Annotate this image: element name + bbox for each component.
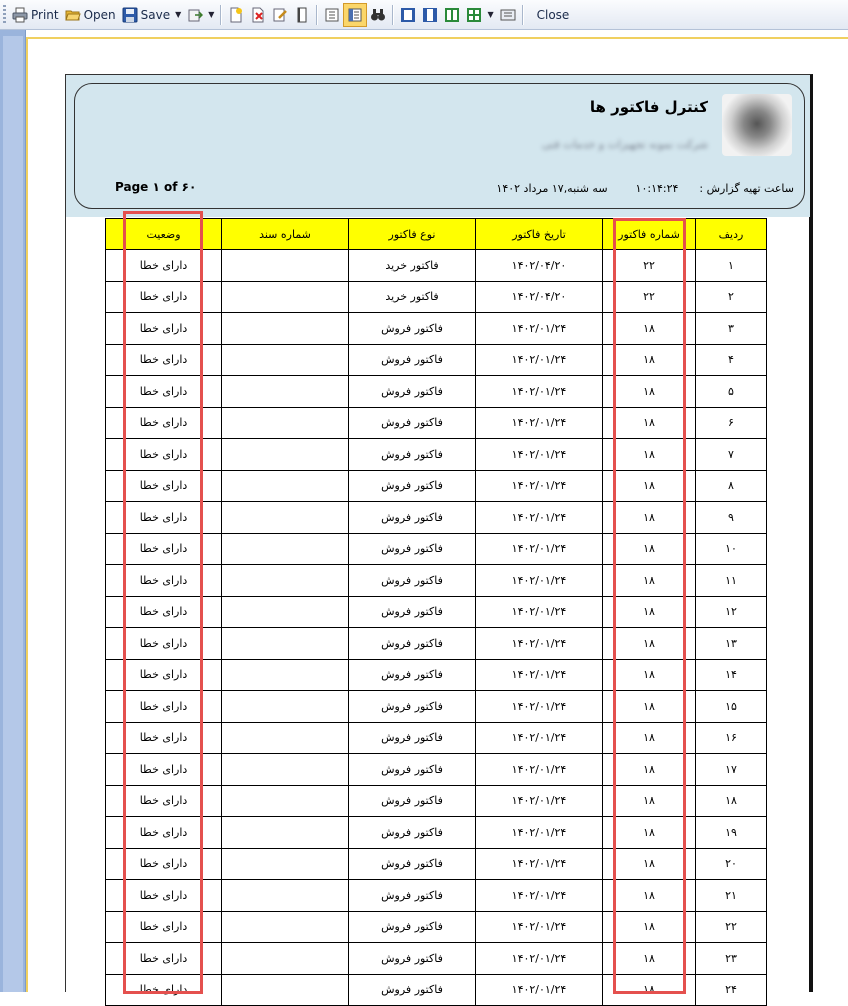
single-page-button[interactable] — [397, 4, 419, 26]
cell-status: دارای خطا — [106, 628, 222, 660]
col-header-doc-no: شماره سند — [222, 219, 349, 250]
cell-row-no: ۱۲ — [696, 596, 767, 628]
cell-invoice-no: ۱۸ — [603, 880, 696, 912]
page-frame-left — [26, 37, 28, 992]
new-page-icon — [228, 7, 244, 23]
cell-doc-no — [222, 313, 349, 345]
view-button[interactable] — [321, 4, 343, 26]
cell-status: دارای خطا — [106, 911, 222, 943]
cell-invoice-date: ۱۴۰۲/۰۴/۲۰ — [476, 250, 603, 282]
find-button[interactable] — [367, 4, 389, 26]
cell-invoice-type: فاکتور خرید — [349, 250, 476, 282]
cell-invoice-date: ۱۴۰۲/۰۱/۲۴ — [476, 943, 603, 975]
new-page-button[interactable] — [225, 4, 247, 26]
cell-row-no: ۲۳ — [696, 943, 767, 975]
view-active-button[interactable] — [343, 3, 367, 27]
edit-button[interactable] — [269, 4, 291, 26]
cell-status: دارای خطا — [106, 785, 222, 817]
cell-status: دارای خطا — [106, 848, 222, 880]
cell-row-no: ۲۰ — [696, 848, 767, 880]
floppy-disk-icon — [122, 7, 138, 23]
cell-doc-no — [222, 533, 349, 565]
cell-status: دارای خطا — [106, 376, 222, 408]
cell-invoice-no: ۱۸ — [603, 754, 696, 786]
cell-row-no: ۳ — [696, 313, 767, 345]
cell-status: دارای خطا — [106, 565, 222, 597]
cell-status: دارای خطا — [106, 313, 222, 345]
two-page-button[interactable] — [441, 4, 463, 26]
cell-invoice-date: ۱۴۰۲/۰۱/۲۴ — [476, 533, 603, 565]
delete-page-icon — [250, 7, 266, 23]
cell-doc-no — [222, 943, 349, 975]
cell-doc-no — [222, 344, 349, 376]
chevron-down-icon[interactable]: ▼ — [487, 10, 494, 19]
cell-doc-no — [222, 691, 349, 723]
toolbar-separator — [316, 5, 318, 25]
cell-invoice-type: فاکتور فروش — [349, 470, 476, 502]
open-button[interactable] — [62, 4, 119, 26]
cell-invoice-type: فاکتور خرید — [349, 281, 476, 313]
report-title: کنترل فاکتور ها — [589, 98, 708, 116]
binoculars-icon — [370, 7, 386, 23]
cell-status: دارای خطا — [106, 943, 222, 975]
cell-invoice-date: ۱۴۰۲/۰۱/۲۴ — [476, 628, 603, 660]
cell-row-no: ۶ — [696, 407, 767, 439]
cell-invoice-no: ۱۸ — [603, 817, 696, 849]
cell-invoice-no: ۱۸ — [603, 565, 696, 597]
cell-row-no: ۱۸ — [696, 785, 767, 817]
cell-status: دارای خطا — [106, 880, 222, 912]
cell-invoice-date: ۱۴۰۲/۰۱/۲۴ — [476, 407, 603, 439]
cell-doc-no — [222, 722, 349, 754]
company-logo — [722, 94, 792, 156]
cell-invoice-no: ۱۸ — [603, 691, 696, 723]
cell-invoice-no: ۱۸ — [603, 943, 696, 975]
single-page-icon — [400, 7, 416, 23]
cell-doc-no — [222, 439, 349, 471]
cell-status: دارای خطا — [106, 596, 222, 628]
cell-doc-no — [222, 250, 349, 282]
cell-invoice-type: فاکتور فروش — [349, 722, 476, 754]
cell-invoice-no: ۱۸ — [603, 848, 696, 880]
toolbar-separator — [220, 5, 222, 25]
cell-invoice-type: فاکتور فروش — [349, 596, 476, 628]
page-number: Page ۱ of ۶۰ — [115, 180, 197, 194]
col-header-invoice-date: تاریخ فاکتور — [476, 219, 603, 250]
cell-invoice-date: ۱۴۰۲/۰۱/۲۴ — [476, 848, 603, 880]
save-label: Save — [140, 7, 171, 22]
report-page — [65, 74, 813, 997]
cell-invoice-type: فاکتور فروش — [349, 754, 476, 786]
cell-status: دارای خطا — [106, 407, 222, 439]
cell-invoice-type: فاکتور فروش — [349, 691, 476, 723]
zoom-icon — [500, 7, 516, 23]
cell-status: دارای خطا — [106, 691, 222, 723]
two-page-icon — [444, 7, 460, 23]
cell-invoice-type: فاکتور فروش — [349, 407, 476, 439]
cell-doc-no — [222, 376, 349, 408]
cell-invoice-date: ۱۴۰۲/۰۱/۲۴ — [476, 344, 603, 376]
cell-invoice-type: فاکتور فروش — [349, 848, 476, 880]
multiple-pages-button[interactable] — [463, 4, 496, 26]
cell-invoice-date: ۱۴۰۲/۰۴/۲۰ — [476, 281, 603, 313]
cell-invoice-date: ۱۴۰۲/۰۱/۲۴ — [476, 722, 603, 754]
cell-row-no: ۴ — [696, 344, 767, 376]
cell-doc-no — [222, 565, 349, 597]
cell-invoice-type: فاکتور فروش — [349, 785, 476, 817]
cell-row-no: ۵ — [696, 376, 767, 408]
cell-invoice-no: ۱۸ — [603, 313, 696, 345]
cell-row-no: ۱۷ — [696, 754, 767, 786]
page-button[interactable] — [291, 4, 313, 26]
highlight-invoice-no-column — [613, 218, 686, 994]
col-header-invoice-no: شماره فاکتور — [603, 219, 696, 250]
view-active-icon — [347, 7, 363, 23]
cell-invoice-type: فاکتور فروش — [349, 659, 476, 691]
open-label: Open — [83, 7, 116, 22]
cell-invoice-date: ۱۴۰۲/۰۱/۲۴ — [476, 439, 603, 471]
continuous-page-icon — [422, 7, 438, 23]
cell-invoice-no: ۱۸ — [603, 502, 696, 534]
cell-status: دارای خطا — [106, 502, 222, 534]
cell-doc-no — [222, 785, 349, 817]
cell-invoice-no: ۲۲ — [603, 281, 696, 313]
company-name: شرکت نمونه تجهیزات و خدمات فنی — [541, 138, 708, 151]
cell-invoice-type: فاکتور فروش — [349, 344, 476, 376]
cell-invoice-type: فاکتور فروش — [349, 880, 476, 912]
time-value: ۱۰:۱۴:۲۴ — [635, 182, 679, 195]
left-frame — [0, 30, 26, 992]
cell-doc-no — [222, 470, 349, 502]
cell-invoice-date: ۱۴۰۲/۰۱/۲۴ — [476, 470, 603, 502]
cell-doc-no — [222, 659, 349, 691]
report-header-band — [66, 75, 810, 217]
col-header-invoice-type: نوع فاکتور — [349, 219, 476, 250]
cell-invoice-date: ۱۴۰۲/۰۱/۲۴ — [476, 313, 603, 345]
cell-row-no: ۱۹ — [696, 817, 767, 849]
chevron-down-icon[interactable]: ▼ — [208, 10, 215, 19]
cell-doc-no — [222, 848, 349, 880]
cell-status: دارای خطا — [106, 533, 222, 565]
cell-doc-no — [222, 974, 349, 1006]
cell-doc-no — [222, 880, 349, 912]
cell-row-no: ۱۵ — [696, 691, 767, 723]
cell-invoice-date: ۱۴۰۲/۰۱/۲۴ — [476, 659, 603, 691]
cell-invoice-type: فاکتور فروش — [349, 533, 476, 565]
cell-invoice-type: فاکتور فروش — [349, 376, 476, 408]
cell-status: دارای خطا — [106, 281, 222, 313]
cell-doc-no — [222, 817, 349, 849]
cell-invoice-type: فاکتور فروش — [349, 565, 476, 597]
cell-invoice-type: فاکتور فروش — [349, 628, 476, 660]
cell-invoice-date: ۱۴۰۲/۰۱/۲۴ — [476, 596, 603, 628]
cell-invoice-date: ۱۴۰۲/۰۱/۲۴ — [476, 376, 603, 408]
view-icon — [324, 7, 340, 23]
highlight-status-column — [123, 211, 203, 994]
date-value: سه شنبه,۱۷ مرداد ۱۴۰۲ — [496, 182, 608, 195]
cell-row-no: ۱۱ — [696, 565, 767, 597]
cell-row-no: ۹ — [696, 502, 767, 534]
cell-doc-no — [222, 754, 349, 786]
cell-invoice-date: ۱۴۰۲/۰۱/۲۴ — [476, 565, 603, 597]
continuous-page-button[interactable] — [419, 4, 441, 26]
cell-status: دارای خطا — [106, 439, 222, 471]
cell-invoice-date: ۱۴۰۲/۰۱/۲۴ — [476, 880, 603, 912]
cell-row-no: ۱۴ — [696, 659, 767, 691]
cell-status: دارای خطا — [106, 817, 222, 849]
cell-invoice-type: فاکتور فروش — [349, 439, 476, 471]
cell-invoice-type: فاکتور فروش — [349, 911, 476, 943]
col-header-row-no: ردیف — [696, 219, 767, 250]
cell-row-no: ۲۴ — [696, 974, 767, 1006]
delete-page-button[interactable] — [247, 4, 269, 26]
cell-invoice-no: ۱۸ — [603, 911, 696, 943]
time-label: ساعت تهیه گزارش : — [699, 182, 794, 195]
cell-doc-no — [222, 281, 349, 313]
cell-invoice-no: ۱۸ — [603, 596, 696, 628]
cell-row-no: ۲۱ — [696, 880, 767, 912]
zoom-button[interactable] — [497, 4, 519, 26]
cell-row-no: ۷ — [696, 439, 767, 471]
report-viewer-toolbar — [0, 0, 848, 30]
cell-status: دارای خطا — [106, 470, 222, 502]
col-header-status: وضعیت — [106, 219, 222, 250]
cell-invoice-type: فاکتور فروش — [349, 313, 476, 345]
report-timestamp — [496, 182, 794, 195]
edit-icon — [272, 7, 288, 23]
print-label: Print — [31, 7, 59, 22]
cell-row-no: ۱ — [696, 250, 767, 282]
preview-area[interactable] — [26, 30, 848, 997]
cell-row-no: ۱۰ — [696, 533, 767, 565]
cell-status: دارای خطا — [106, 722, 222, 754]
cell-invoice-type: فاکتور فروش — [349, 943, 476, 975]
cell-status: دارای خطا — [106, 659, 222, 691]
cell-invoice-no: ۱۸ — [603, 722, 696, 754]
cell-row-no: ۱۶ — [696, 722, 767, 754]
cell-invoice-date: ۱۴۰۲/۰۱/۲۴ — [476, 691, 603, 723]
cell-invoice-no: ۱۸ — [603, 470, 696, 502]
toolbar-grip[interactable] — [3, 5, 6, 25]
save-button[interactable] — [119, 4, 185, 26]
left-frame-inner — [3, 36, 23, 992]
multiple-pages-icon — [466, 7, 482, 23]
cell-status: دارای خطا — [106, 344, 222, 376]
cell-doc-no — [222, 628, 349, 660]
cell-invoice-no: ۱۸ — [603, 407, 696, 439]
chevron-down-icon[interactable]: ▼ — [175, 10, 182, 19]
cell-doc-no — [222, 502, 349, 534]
cell-status: دارای خطا — [106, 974, 222, 1006]
cell-status: دارای خطا — [106, 250, 222, 282]
cell-invoice-date: ۱۴۰۲/۰۱/۲۴ — [476, 502, 603, 534]
cell-doc-no — [222, 407, 349, 439]
cell-invoice-type: فاکتور فروش — [349, 974, 476, 1006]
cell-invoice-date: ۱۴۰۲/۰۱/۲۴ — [476, 974, 603, 1006]
export-button[interactable] — [184, 4, 217, 26]
cell-invoice-date: ۱۴۰۲/۰۱/۲۴ — [476, 817, 603, 849]
cell-status: دارای خطا — [106, 754, 222, 786]
cell-invoice-date: ۱۴۰۲/۰۱/۲۴ — [476, 911, 603, 943]
cell-invoice-type: فاکتور فروش — [349, 502, 476, 534]
cell-invoice-no: ۱۸ — [603, 533, 696, 565]
cell-invoice-no: ۱۸ — [603, 439, 696, 471]
cell-invoice-no: ۱۸ — [603, 376, 696, 408]
folder-open-icon — [65, 7, 81, 23]
cell-invoice-date: ۱۴۰۲/۰۱/۲۴ — [476, 785, 603, 817]
close-button[interactable] — [527, 4, 580, 26]
export-icon — [187, 7, 203, 23]
close-label: Close — [536, 7, 570, 22]
cell-invoice-type: فاکتور فروش — [349, 817, 476, 849]
cell-invoice-no: ۱۸ — [603, 785, 696, 817]
cell-invoice-no: ۱۸ — [603, 344, 696, 376]
cell-row-no: ۲ — [696, 281, 767, 313]
cell-invoice-no: ۱۸ — [603, 974, 696, 1006]
cell-row-no: ۱۳ — [696, 628, 767, 660]
cell-invoice-no: ۱۸ — [603, 659, 696, 691]
report-header-box — [74, 83, 805, 209]
toolbar-separator — [392, 5, 394, 25]
cell-row-no: ۲۲ — [696, 911, 767, 943]
print-button[interactable] — [9, 4, 62, 26]
page-icon — [294, 7, 310, 23]
cell-invoice-no: ۲۲ — [603, 250, 696, 282]
cell-doc-no — [222, 911, 349, 943]
cell-invoice-no: ۱۸ — [603, 628, 696, 660]
page-frame-top — [26, 37, 848, 39]
cell-row-no: ۸ — [696, 470, 767, 502]
cell-invoice-date: ۱۴۰۲/۰۱/۲۴ — [476, 754, 603, 786]
toolbar-separator — [522, 5, 524, 25]
printer-icon — [12, 7, 28, 23]
cell-doc-no — [222, 596, 349, 628]
